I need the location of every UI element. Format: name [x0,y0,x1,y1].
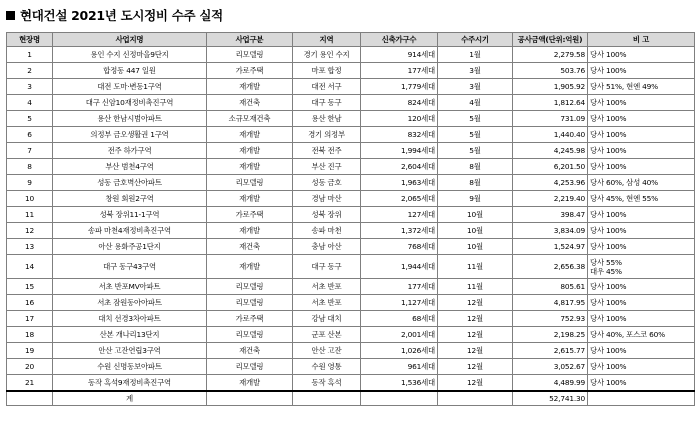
total-empty-cell [293,391,361,406]
site-name-cell: 서초 반포MV아파트 [53,279,207,295]
site-name-cell: 용산 한남시범아파트 [53,111,207,127]
total-row [7,391,695,406]
note-cell [588,223,695,239]
table-row [7,359,695,375]
note-line: 당사 100% [590,314,627,323]
note-line: 당사 55% [590,257,622,267]
business-type-cell: 재개발 [207,255,293,279]
site-no-cell: 6 [7,127,53,143]
header-note: 비 고 [588,33,695,47]
note-cell [588,327,695,343]
table-row [7,175,695,191]
business-type-cell: 재건축 [207,343,293,359]
site-name-cell: 동작 흑석9재정비촉진구역 [53,375,207,392]
amount-cell: 503.76 [513,63,588,79]
site-no-cell: 15 [7,279,53,295]
region-cell: 동작 흑석 [293,375,361,392]
note-line: 당사 100% [590,226,627,235]
business-type-cell: 리모델링 [207,327,293,343]
page-title [6,6,223,24]
month-cell: 1월 [438,47,513,63]
region-cell: 부산 진구 [293,159,361,175]
business-type-cell: 재개발 [207,159,293,175]
total-empty-cell [588,391,695,406]
business-type-cell: 소규모재건축 [207,111,293,127]
amount-cell: 1,905.92 [513,79,588,95]
units-cell: 1,963세대 [361,175,438,191]
amount-cell: 2,279.58 [513,47,588,63]
note-line: 당사 100% [590,114,627,123]
units-cell: 2,065세대 [361,191,438,207]
units-cell: 127세대 [361,207,438,223]
table-row [7,143,695,159]
note-line: 당사 100% [590,242,627,251]
region-cell: 강남 대치 [293,311,361,327]
site-no-cell: 13 [7,239,53,255]
table-row [7,295,695,311]
region-cell: 경남 마산 [293,191,361,207]
note-line: 당사 40%, 포스코 60% [590,330,665,339]
table-row [7,223,695,239]
month-cell: 5월 [438,111,513,127]
site-no-cell: 14 [7,255,53,279]
site-name-cell: 성동 금호벽산아파트 [53,175,207,191]
table-row [7,159,695,175]
header-business-type: 사업구분 [207,33,293,47]
business-type-cell: 리모델링 [207,295,293,311]
region-cell: 전북 전주 [293,143,361,159]
business-type-cell: 재개발 [207,127,293,143]
site-name-cell: 대치 선경3차아파트 [53,311,207,327]
table-row [7,127,695,143]
table-row [7,279,695,295]
site-name-cell: 안산 고잔연립3구역 [53,343,207,359]
note-cell [588,95,695,111]
amount-cell: 1,812.64 [513,95,588,111]
amount-cell: 2,219.40 [513,191,588,207]
header-site-no: 현장명 [7,33,53,47]
month-cell: 10월 [438,207,513,223]
site-no-cell: 10 [7,191,53,207]
table-row [7,191,695,207]
note-cell [588,207,695,223]
amount-cell: 2,656.38 [513,255,588,279]
note-line: 당사 51%, 현엔 49% [590,82,659,91]
note-line: 당사 100% [590,378,627,387]
region-cell: 대구 동구 [293,255,361,279]
total-amount: 52,741.30 [513,391,588,406]
site-no-cell: 2 [7,63,53,79]
site-name-cell: 부산 범천4구역 [53,159,207,175]
units-cell: 2,001세대 [361,327,438,343]
region-cell: 경기 용인 수지 [293,47,361,63]
site-no-cell: 18 [7,327,53,343]
site-no-cell: 3 [7,79,53,95]
note-cell [588,375,695,392]
month-cell: 9월 [438,191,513,207]
note-cell [588,159,695,175]
business-type-cell: 리모델링 [207,175,293,191]
amount-cell: 2,198.25 [513,327,588,343]
site-name-cell: 산본 개나리13단지 [53,327,207,343]
amount-cell: 731.09 [513,111,588,127]
region-cell: 서초 반포 [293,295,361,311]
note-cell [588,295,695,311]
note-cell [588,63,695,79]
note-line: 당사 100% [590,346,627,355]
units-cell: 1,026세대 [361,343,438,359]
site-name-cell: 합정동 447 일원 [53,63,207,79]
note-cell [588,79,695,95]
site-name-cell: 수원 신명동보아파트 [53,359,207,375]
month-cell: 10월 [438,223,513,239]
site-no-cell: 16 [7,295,53,311]
note-cell [588,127,695,143]
region-cell: 대구 동구 [293,95,361,111]
month-cell: 12월 [438,311,513,327]
region-cell: 용산 한남 [293,111,361,127]
site-name-cell: 서초 잠원동아아파트 [53,295,207,311]
table-row [7,239,695,255]
region-cell: 군포 산본 [293,327,361,343]
table-row [7,95,695,111]
month-cell: 5월 [438,127,513,143]
units-cell: 1,127세대 [361,295,438,311]
table-row [7,207,695,223]
site-no-cell: 4 [7,95,53,111]
site-name-cell: 송파 마천4재정비촉진구역 [53,223,207,239]
region-cell: 경기 의정부 [293,127,361,143]
table-row [7,311,695,327]
units-cell: 1,779세대 [361,79,438,95]
month-cell: 10월 [438,239,513,255]
table-row [7,47,695,63]
amount-cell: 3,052.67 [513,359,588,375]
table-row [7,375,695,392]
table-row [7,111,695,127]
month-cell: 11월 [438,279,513,295]
amount-cell: 4,245.98 [513,143,588,159]
header-site-name: 사업지명 [53,33,207,47]
units-cell: 2,604세대 [361,159,438,175]
note-line: 당사 100% [590,162,627,171]
units-cell: 1,994세대 [361,143,438,159]
total-empty-cell [207,391,293,406]
note-cell [588,255,695,279]
region-cell: 안산 고잔 [293,343,361,359]
header-row [7,33,695,47]
title-text: 현대건설 2021년 도시정비 수주 실적 [20,8,223,23]
note-line: 당사 45%, 현엔 55% [590,194,659,203]
region-cell: 송파 마천 [293,223,361,239]
site-name-cell: 대전 도마·변동1구역 [53,79,207,95]
amount-cell: 4,253.96 [513,175,588,191]
header-region: 지역 [293,33,361,47]
site-no-cell: 19 [7,343,53,359]
units-cell: 961세대 [361,359,438,375]
table-row [7,327,695,343]
site-no-cell: 11 [7,207,53,223]
amount-cell: 398.47 [513,207,588,223]
business-type-cell: 재개발 [207,143,293,159]
month-cell: 8월 [438,159,513,175]
site-no-cell: 21 [7,375,53,392]
month-cell: 3월 [438,63,513,79]
table-row [7,255,695,279]
business-type-cell: 재개발 [207,79,293,95]
business-type-cell: 리모델링 [207,47,293,63]
business-type-cell: 재건축 [207,95,293,111]
business-type-cell: 리모델링 [207,359,293,375]
note-cell [588,191,695,207]
note-line: 당사 100% [590,146,627,155]
total-no-cell [7,391,53,406]
site-no-cell: 17 [7,311,53,327]
region-cell: 서초 반포 [293,279,361,295]
amount-cell: 3,834.09 [513,223,588,239]
note-cell [588,175,695,191]
site-no-cell: 8 [7,159,53,175]
square-bullet-icon [6,11,15,20]
site-name-cell: 전주 하가구역 [53,143,207,159]
month-cell: 8월 [438,175,513,191]
total-empty-cell [361,391,438,406]
site-name-cell: 대구 신암10재정비촉진구역 [53,95,207,111]
note-cell [588,143,695,159]
site-no-cell: 7 [7,143,53,159]
note-cell [588,359,695,375]
table-body [7,47,695,392]
note-line: 당사 100% [590,130,627,139]
header-month: 수주시기 [438,33,513,47]
units-cell: 177세대 [361,63,438,79]
month-cell: 12월 [438,359,513,375]
site-no-cell: 5 [7,111,53,127]
site-name-cell: 아산 용화주공1단지 [53,239,207,255]
amount-cell: 4,489.99 [513,375,588,392]
region-cell: 충남 아산 [293,239,361,255]
business-type-cell: 재개발 [207,223,293,239]
business-type-cell: 재건축 [207,239,293,255]
site-name-cell: 창원 회원2구역 [53,191,207,207]
amount-cell: 2,615.77 [513,343,588,359]
note-cell [588,111,695,127]
month-cell: 12월 [438,295,513,311]
units-cell: 1,372세대 [361,223,438,239]
note-cell [588,279,695,295]
business-type-cell: 가로주택 [207,63,293,79]
region-cell: 대전 서구 [293,79,361,95]
business-type-cell: 리모델링 [207,279,293,295]
results-table [6,32,695,406]
region-cell: 성북 장위 [293,207,361,223]
units-cell: 824세대 [361,95,438,111]
business-type-cell: 재개발 [207,191,293,207]
amount-cell: 805.61 [513,279,588,295]
units-cell: 914세대 [361,47,438,63]
units-cell: 832세대 [361,127,438,143]
site-name-cell: 용인 수지 신정마을9단지 [53,47,207,63]
units-cell: 1,536세대 [361,375,438,392]
site-name-cell: 대구 동구43구역 [53,255,207,279]
amount-cell: 1,440.40 [513,127,588,143]
units-cell: 1,944세대 [361,255,438,279]
header-units: 신축가구수 [361,33,438,47]
month-cell: 12월 [438,327,513,343]
site-no-cell: 12 [7,223,53,239]
site-no-cell: 1 [7,47,53,63]
note-cell [588,239,695,255]
month-cell: 4월 [438,95,513,111]
total-empty-cell [438,391,513,406]
total-label: 계 [53,391,207,406]
business-type-cell: 재개발 [207,375,293,392]
site-name-cell: 성북 장위11-1구역 [53,207,207,223]
note-line: 당사 60%, 삼성 40% [590,178,659,187]
region-cell: 마포 합정 [293,63,361,79]
amount-cell: 752.93 [513,311,588,327]
month-cell: 12월 [438,343,513,359]
note-cell [588,343,695,359]
units-cell: 68세대 [361,311,438,327]
units-cell: 768세대 [361,239,438,255]
note-line: 당사 100% [590,210,627,219]
site-no-cell: 20 [7,359,53,375]
region-cell: 수원 영통 [293,359,361,375]
note-line: 당사 100% [590,66,627,75]
amount-cell: 4,817.95 [513,295,588,311]
region-cell: 성동 금호 [293,175,361,191]
units-cell: 177세대 [361,279,438,295]
note-line: 당사 100% [590,98,627,107]
note-cell [588,47,695,63]
business-type-cell: 가로주택 [207,311,293,327]
month-cell: 5월 [438,143,513,159]
note-line: 당사 100% [590,362,627,371]
amount-cell: 1,524.97 [513,239,588,255]
units-cell: 120세대 [361,111,438,127]
table-row [7,79,695,95]
month-cell: 3월 [438,79,513,95]
table-row [7,343,695,359]
note-line: 당사 100% [590,50,627,59]
table-row [7,63,695,79]
note-line: 당사 100% [590,298,627,307]
header-amount: 공사금액(단위:억원) [513,33,588,47]
month-cell: 11월 [438,255,513,279]
note-line: 당사 100% [590,282,627,291]
site-no-cell: 9 [7,175,53,191]
amount-cell: 6,201.50 [513,159,588,175]
note-cell [588,311,695,327]
note-line: 대우 45% [590,266,622,276]
month-cell: 12월 [438,375,513,392]
site-name-cell: 의정부 금오생활권 1구역 [53,127,207,143]
business-type-cell: 가로주택 [207,207,293,223]
